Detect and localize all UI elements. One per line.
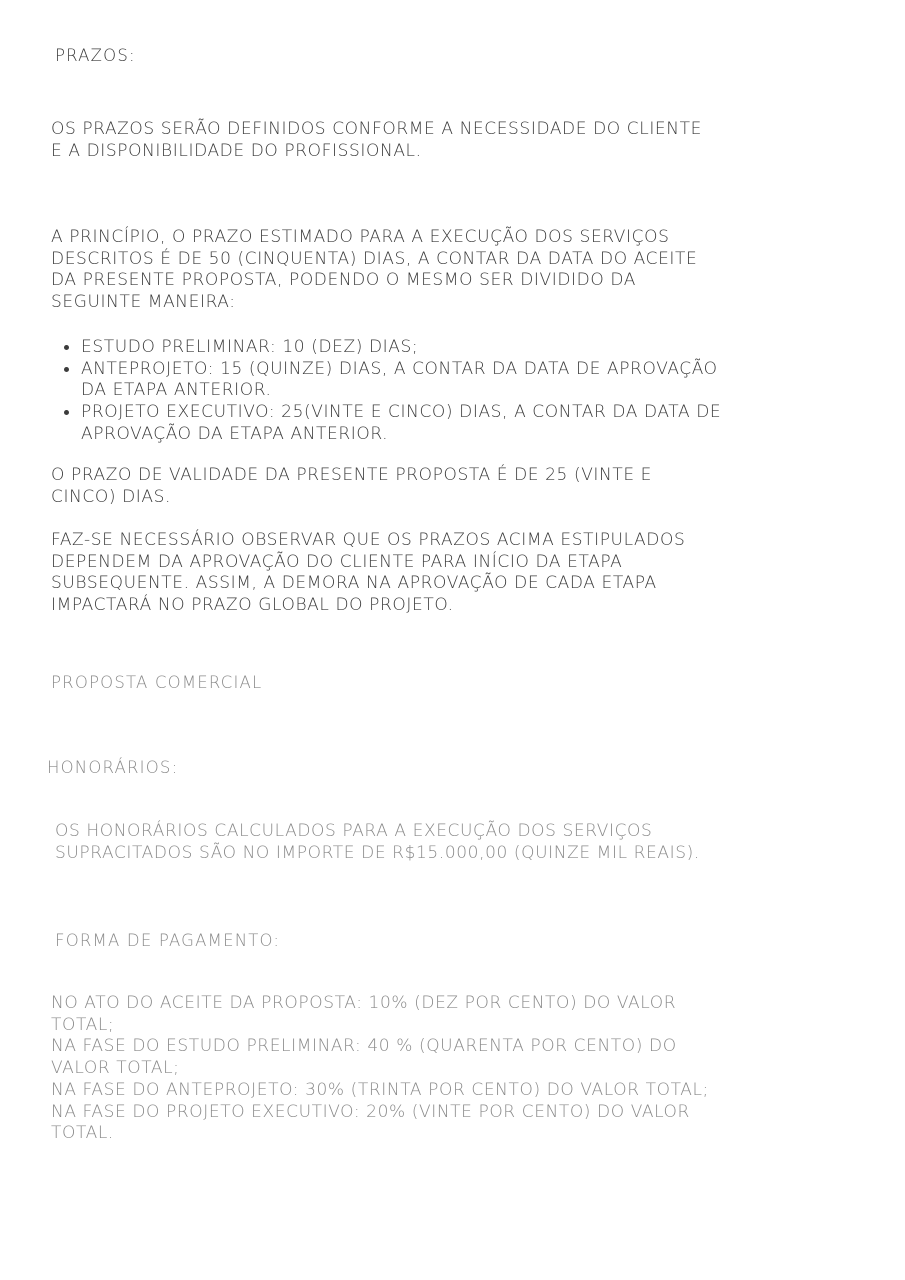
forma-pagamento-heading: FORMA DE PAGAMENTO: <box>55 931 281 950</box>
phase-text: PROJETO EXECUTIVO: 25(VINTE E CINCO) DIAS, A CONTAR DA DATA DE APROVAÇÃO DA ETAPA ANTERIOR. <box>81 402 722 444</box>
bullet-icon <box>64 345 69 350</box>
phase-text: ESTUDO PRELIMINAR: 10 (DEZ) DIAS; <box>81 337 419 357</box>
payment-terms-paragraph: NO ATO DO ACEITE DA PROPOSTA: 10% (DEZ POR CENTO) DO VALOR TOTAL; NA FASE DO ESTUDO PRELIMINAR: 40 % (QUARENTA POR CENTO) DO VALOR TOTAL; NA FASE DO ANTEPROJETO: 30% (TRINTA POR CENTO) DO VALOR TOTAL; NA FASE DO PROJETO EXECUTIVO: 20% (VINTE POR CENTO) DO VALOR TOTAL. <box>51 993 709 1144</box>
list-item <box>64 337 824 359</box>
bullet-icon <box>64 367 69 372</box>
phase-list <box>64 337 824 446</box>
prazos-estimate-paragraph: A PRINCÍPIO, O PRAZO ESTIMADO PARA A EXECUÇÃO DOS SERVIÇOS DESCRITOS É DE 50 (CINQUENTA) DIAS, A CONTAR DA DATA DO ACEITE DA PRESENTE PROPOSTA, PODENDO O MESMO SER DIVIDIDO DA SEGUINTE MANEIRA: <box>51 227 698 313</box>
proposta-comercial-heading: PROPOSTA COMERCIAL <box>51 673 263 692</box>
phase-text: ANTEPROJETO: 15 (QUINZE) DIAS, A CONTAR DA DATA DE APROVAÇÃO DA ETAPA ANTERIOR. <box>81 358 718 401</box>
list-item <box>64 402 824 445</box>
prazos-intro-paragraph: OS PRAZOS SERÃO DEFINIDOS CONFORME A NECESSIDADE DO CLIENTE E A DISPONIBILIDADE DO PROFISSIONAL. <box>51 119 702 161</box>
validity-paragraph: O PRAZO DE VALIDADE DA PRESENTE PROPOSTA É DE 25 (VINTE E CINCO) DIAS. <box>51 465 653 507</box>
prazos-heading: PRAZOS: <box>55 46 136 65</box>
approval-note-paragraph: FAZ-SE NECESSÁRIO OBSERVAR QUE OS PRAZOS ACIMA ESTIPULADOS DEPENDEM DA APROVAÇÃO DO CLIENTE PARA INÍCIO DA ETAPA SUBSEQUENTE. ASSIM, A DEMORA NA APROVAÇÃO DE CADA ETAPA IMPACTARÁ NO PRAZO GLOBAL DO PROJETO. <box>51 530 686 616</box>
honorarios-heading: HONORÁRIOS: <box>47 758 179 777</box>
honorarios-paragraph: OS HONORÁRIOS CALCULADOS PARA A EXECUÇÃO DOS SERVIÇOS SUPRACITADOS SÃO NO IMPORTE DE R$15.000,00 (QUINZE MIL REAIS). <box>55 821 700 863</box>
list-item <box>64 359 824 402</box>
bullet-icon <box>64 410 69 415</box>
